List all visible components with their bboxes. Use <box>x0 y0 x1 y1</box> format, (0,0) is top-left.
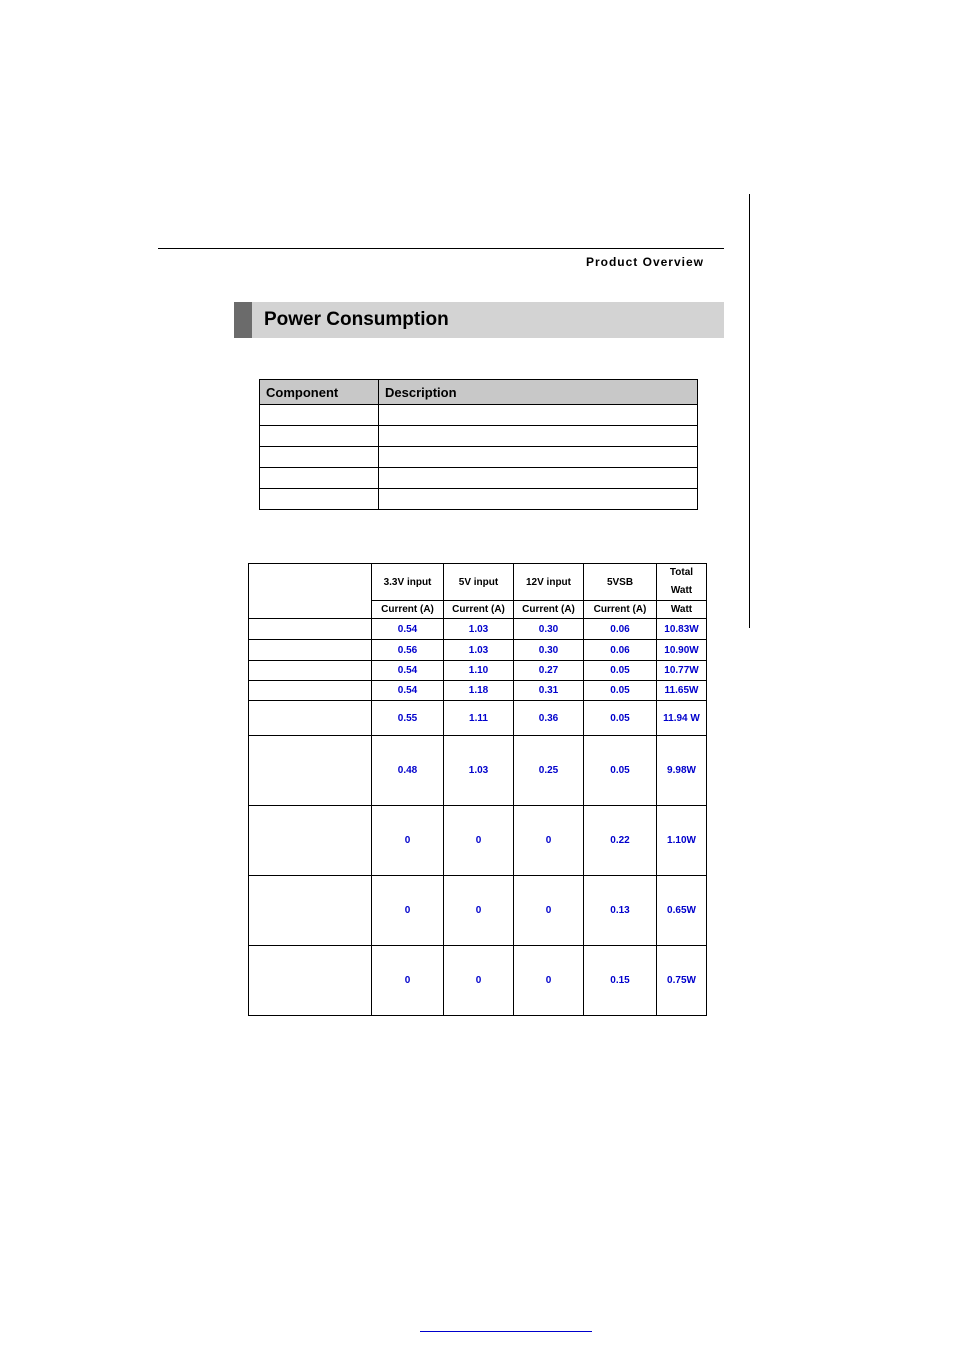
value-cell: 0.05 <box>584 701 657 736</box>
col-header-total <box>657 564 707 601</box>
component-cell <box>260 405 379 426</box>
component-table <box>259 379 698 510</box>
value-cell: 0.13 <box>584 876 657 946</box>
section-heading <box>234 302 724 338</box>
table-row <box>249 701 707 736</box>
table-row <box>249 619 707 640</box>
value-cell: 0.15 <box>584 946 657 1016</box>
value-cell: 1.03 <box>444 736 514 806</box>
value-cell: 1.10W <box>657 806 707 876</box>
value-cell: 0 <box>514 806 584 876</box>
table-row <box>260 447 698 468</box>
value-cell: 0 <box>514 876 584 946</box>
value-cell: 0 <box>444 946 514 1016</box>
value-cell: 1.10 <box>444 661 514 681</box>
component-header: Component <box>260 380 379 405</box>
component-cell <box>260 447 379 468</box>
value-cell: 0.05 <box>584 661 657 681</box>
value-cell: 0 <box>444 876 514 946</box>
value-cell: 1.03 <box>444 640 514 661</box>
power-table-header-row <box>249 564 707 601</box>
value-cell: 0.27 <box>514 661 584 681</box>
col-header-12v: 12V input <box>514 564 584 601</box>
row-label-cell <box>249 876 372 946</box>
value-cell: 0 <box>514 946 584 1016</box>
value-cell: 0.31 <box>514 681 584 701</box>
section-marker <box>234 302 252 338</box>
value-cell: 1.03 <box>444 619 514 640</box>
value-cell: 0.65W <box>657 876 707 946</box>
row-label-cell <box>249 619 372 640</box>
value-cell: 10.83W <box>657 619 707 640</box>
value-cell: 0.36 <box>514 701 584 736</box>
table-row <box>249 806 707 876</box>
row-label-cell <box>249 946 372 1016</box>
description-cell <box>379 426 698 447</box>
value-cell: 10.90W <box>657 640 707 661</box>
value-cell: 0.30 <box>514 619 584 640</box>
footer-link-underline[interactable] <box>420 1331 592 1332</box>
row-label-cell <box>249 701 372 736</box>
table-row <box>249 736 707 806</box>
description-cell <box>379 405 698 426</box>
row-label-cell <box>249 661 372 681</box>
header-rule <box>158 248 724 249</box>
value-cell: 11.65W <box>657 681 707 701</box>
running-header: Product Overview <box>585 255 704 269</box>
description-cell <box>379 468 698 489</box>
value-cell: 0.05 <box>584 736 657 806</box>
value-cell: 0 <box>444 806 514 876</box>
col-header-5vsb: 5VSB <box>584 564 657 601</box>
col-header-total-line2: Watt <box>670 585 693 596</box>
value-cell: 11.94 W <box>657 701 707 736</box>
value-cell: 10.77W <box>657 661 707 681</box>
value-cell: 0.30 <box>514 640 584 661</box>
value-cell: 0.06 <box>584 640 657 661</box>
value-cell: 0.56 <box>372 640 444 661</box>
description-header: Description <box>379 380 698 405</box>
value-cell: 0 <box>372 946 444 1016</box>
row-label-cell <box>249 736 372 806</box>
table-row <box>260 405 698 426</box>
col-header-3v3: 3.3V input <box>372 564 444 601</box>
unit-cell: Current (A) <box>444 601 514 619</box>
value-cell: 0.06 <box>584 619 657 640</box>
value-cell: 0.75W <box>657 946 707 1016</box>
component-cell <box>260 426 379 447</box>
unit-cell: Current (A) <box>372 601 444 619</box>
description-cell <box>379 489 698 510</box>
value-cell: 0.54 <box>372 619 444 640</box>
unit-cell: Current (A) <box>514 601 584 619</box>
table-row <box>249 661 707 681</box>
value-cell: 0.25 <box>514 736 584 806</box>
table-row <box>249 681 707 701</box>
value-cell: 0.54 <box>372 661 444 681</box>
unit-cell: Current (A) <box>584 601 657 619</box>
value-cell: 0 <box>372 806 444 876</box>
value-cell: 9.98W <box>657 736 707 806</box>
power-table <box>248 563 707 1016</box>
value-cell: 0.48 <box>372 736 444 806</box>
component-cell <box>260 468 379 489</box>
value-cell: 0.55 <box>372 701 444 736</box>
row-label-cell <box>249 640 372 661</box>
table-row <box>249 640 707 661</box>
component-cell <box>260 489 379 510</box>
row-label-cell <box>249 681 372 701</box>
col-header-total-line1: Total <box>669 567 694 578</box>
value-cell: 0.54 <box>372 681 444 701</box>
value-cell: 1.11 <box>444 701 514 736</box>
value-cell: 0.22 <box>584 806 657 876</box>
table-row <box>260 489 698 510</box>
value-cell: 1.18 <box>444 681 514 701</box>
table-row <box>249 946 707 1016</box>
value-cell: 0.05 <box>584 681 657 701</box>
table-row <box>260 468 698 489</box>
side-divider <box>749 194 750 628</box>
component-table-header-row <box>260 380 698 405</box>
col-header-5v: 5V input <box>444 564 514 601</box>
section-title: Power Consumption <box>264 309 449 330</box>
table-row <box>249 876 707 946</box>
unit-cell: Watt <box>657 601 707 619</box>
description-cell <box>379 447 698 468</box>
table-row <box>260 426 698 447</box>
label-header-cell <box>249 564 372 619</box>
value-cell: 0 <box>372 876 444 946</box>
row-label-cell <box>249 806 372 876</box>
